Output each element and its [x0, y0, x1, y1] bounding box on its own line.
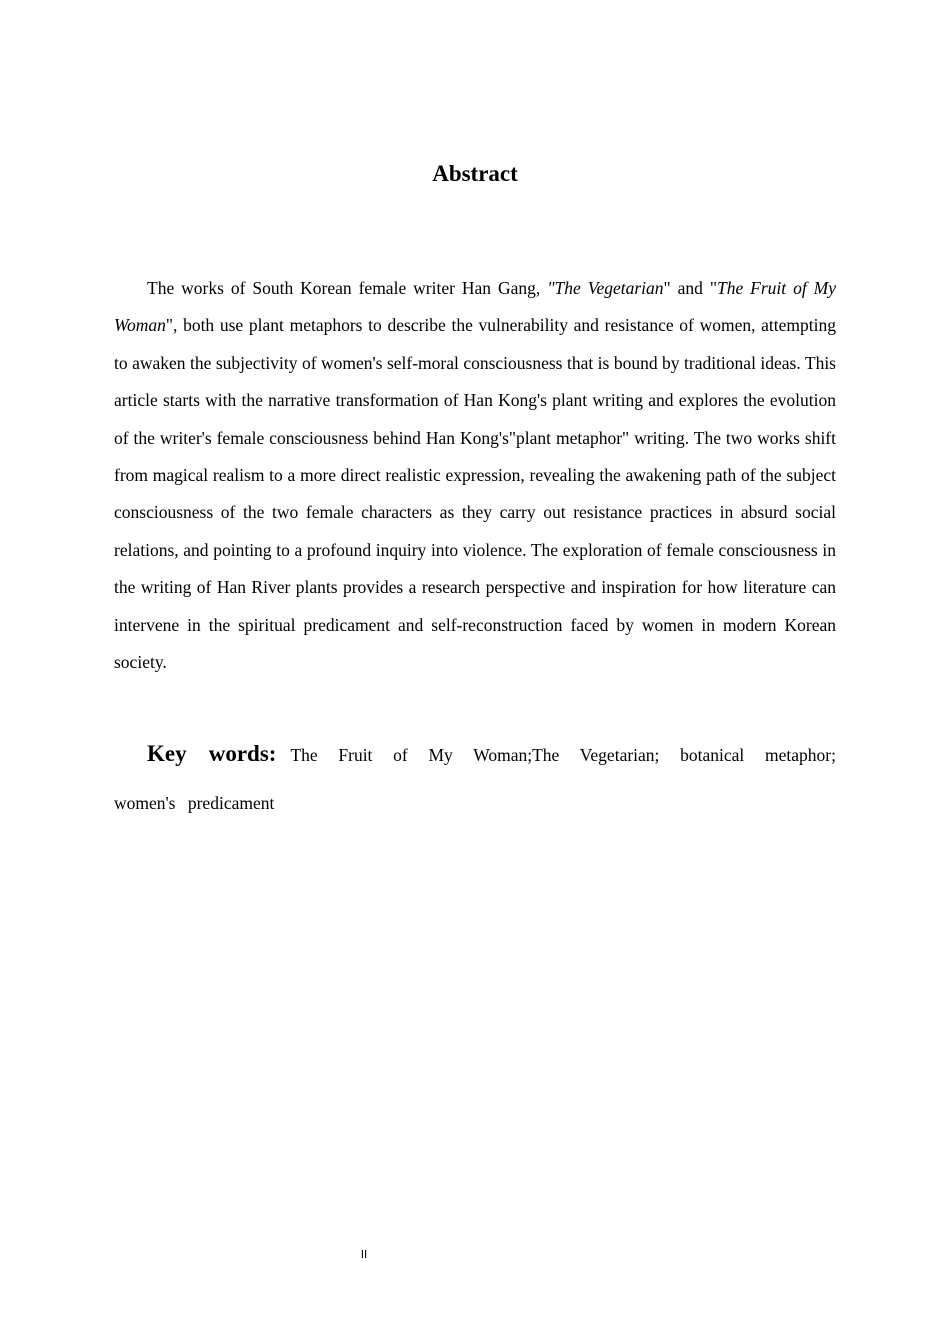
keywords-paragraph [114, 730, 836, 827]
abstract-paragraph [114, 270, 836, 681]
abstract-title: Abstract [432, 161, 518, 186]
abstract-text-part-3: ", both use plant metaphors to describe the vulnerability and resistance of women, attempting to awaken the subjectivity of women's self-moral consciousness that is bound by traditional ideas. This article starts with the narrative transformation of Han Kong's plant writing and explores the evolution of the writer's female consciousness behind Han Kong's"plant metaphor" writing. The two works shift from magical realism to a more direct realistic expression, revealing the awakening path of the subject consciousness of the two female characters as they carry out resistance practices in absurd social relations, and pointing to a profound inquiry into violence. The exploration of female consciousness in the writing of Han River plants provides a research perspective and inspiration for how literature can intervene in the spiritual predicament and self-reconstruction faced by women in modern Korean society. [114, 315, 836, 673]
book-title-fruit-of-my-woman: The Fruit of My Woman [114, 278, 836, 336]
page-number: II [360, 1248, 368, 1261]
book-title-vegetarian: "The Vegetarian [547, 278, 664, 298]
abstract-text-part-2: " and " [663, 278, 717, 298]
keywords-label: Key words: [147, 741, 277, 766]
abstract-text-part-1: The works of South Korean female writer Han Gang, [147, 278, 548, 298]
keywords-text: The Fruit of My Woman;The Vegetarian; botanical metaphor; women's predicament [114, 745, 836, 813]
